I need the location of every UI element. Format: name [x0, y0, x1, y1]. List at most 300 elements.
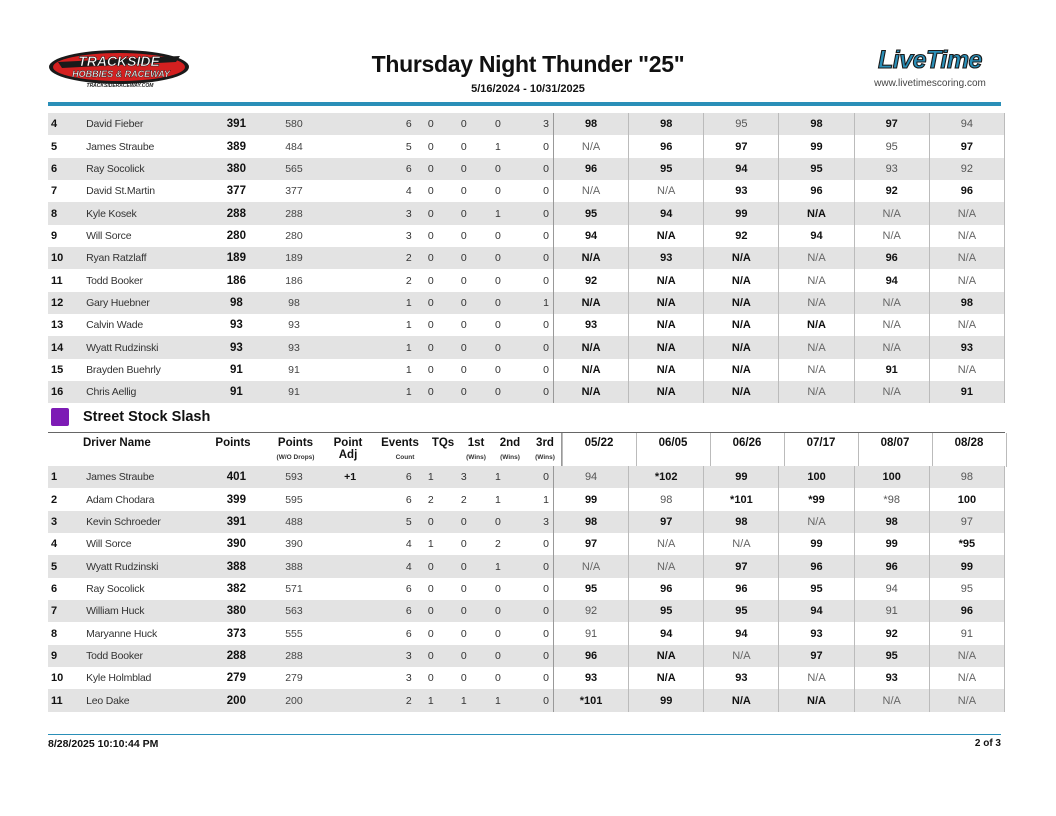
round-score-cell: 96: [629, 135, 704, 157]
table-row: [48, 359, 1005, 381]
round-score-cell: *102: [629, 466, 704, 488]
round-score-cell: N/A: [929, 269, 1004, 291]
col-first-sub: (Wins): [466, 454, 486, 461]
second-wins-cell: 1: [481, 466, 515, 488]
position-cell: 9: [51, 229, 58, 242]
position-cell: 1: [48, 466, 86, 488]
table-row: [48, 533, 1005, 555]
round-score-cell: 96: [929, 180, 1004, 202]
tqs-cell: 0: [427, 582, 434, 595]
second-wins-cell: 1: [481, 689, 515, 711]
trackside-logo-line1: TRACKSIDE: [78, 53, 160, 69]
position-cell: 9: [48, 645, 86, 667]
points-cell: 93: [229, 319, 243, 332]
events-cell: 1: [405, 319, 412, 332]
tqs-cell: 2: [427, 493, 434, 506]
point-adj-cell: [327, 225, 374, 247]
header-divider: [48, 102, 1001, 106]
points-cell: 373: [226, 627, 246, 640]
second-wins-cell: 0: [481, 292, 515, 314]
third-wins-cell: 3: [515, 113, 554, 135]
point-adj-cell: [327, 488, 374, 510]
points-cell: 93: [211, 336, 261, 358]
round-score-cell: 93: [929, 336, 1004, 358]
points-cell: 200: [211, 689, 261, 711]
round-score-cell: 91: [929, 622, 1004, 644]
round-score-cell: N/A: [704, 247, 779, 269]
second-wins-cell: 1: [494, 493, 501, 506]
events-cell: 6: [374, 158, 415, 180]
round-score-cell: 99: [854, 533, 929, 555]
driver-name-cell: Wyatt Rudzinski: [86, 336, 211, 358]
third-wins-cell: 0: [515, 336, 554, 358]
round-header-divider: [562, 433, 563, 467]
round-score-cell: N/A: [854, 689, 929, 711]
first-wins-cell: 1: [447, 689, 481, 711]
standings-body-class1: [48, 113, 1005, 403]
tqs-cell: 0: [427, 185, 434, 198]
points-wo-drops-cell: 288: [261, 202, 326, 224]
first-wins-cell: 0: [447, 158, 481, 180]
position-cell: 3: [48, 511, 86, 533]
points-wo-drops-cell: 388: [261, 555, 326, 577]
round-score-cell: 97: [929, 511, 1004, 533]
first-wins-cell: 0: [460, 274, 467, 287]
round-score-cell: 94: [704, 158, 779, 180]
round-score-cell: 94: [779, 225, 854, 247]
events-cell: 2: [374, 247, 415, 269]
col-second-sub: (Wins): [500, 454, 520, 461]
point-adj-cell: [327, 135, 374, 157]
tqs-cell: 0: [427, 140, 434, 153]
round-score-cell: 98: [553, 113, 628, 135]
driver-name-cell: Kyle Holmblad: [86, 672, 152, 685]
points-cell: 186: [226, 274, 246, 287]
round-score-cell: N/A: [553, 247, 628, 269]
col-points-wo-sub: (W/O Drops): [276, 454, 315, 461]
round-score-cell: N/A: [704, 689, 779, 711]
round-score-cell: 95: [704, 600, 779, 622]
class-title: Street Stock Slash: [83, 409, 211, 425]
round-score-cell: 98: [854, 511, 929, 533]
position-cell: 13: [51, 319, 64, 332]
third-wins-cell: 1: [515, 488, 554, 510]
round-score-cell: 94: [704, 622, 779, 644]
round-score-cell: N/A: [629, 292, 704, 314]
first-wins-cell: 0: [447, 336, 481, 358]
round-score-cell: N/A: [553, 135, 628, 157]
events-cell: 1: [374, 292, 415, 314]
round-score-cell: 99: [929, 555, 1004, 577]
point-adj-cell: [327, 359, 374, 381]
third-wins-cell: 0: [515, 645, 554, 667]
points-wo-drops-cell: 189: [261, 247, 326, 269]
points-cell: 380: [211, 158, 261, 180]
tqs-cell: 0: [427, 229, 434, 242]
round-score-cell: 94: [629, 202, 704, 224]
first-wins-cell: 0: [460, 582, 467, 595]
points-wo-drops-cell: 555: [285, 627, 303, 640]
third-wins-cell: 0: [515, 359, 554, 381]
events-cell: 6: [374, 466, 415, 488]
round-score-cell: 98: [929, 292, 1004, 314]
round-score-cell: 99: [704, 202, 779, 224]
round-score-cell: 96: [854, 247, 929, 269]
tqs-cell: 0: [415, 555, 447, 577]
driver-name-cell: Will Sorce: [86, 229, 132, 242]
round-score-cell: N/A: [929, 359, 1004, 381]
round-score-cell: N/A: [629, 645, 704, 667]
third-wins-cell: 3: [515, 511, 554, 533]
round-score-cell: 92: [553, 269, 628, 291]
second-wins-cell: 0: [494, 274, 501, 287]
round-score-cell: 100: [854, 466, 929, 488]
round-score-cell: 97: [553, 533, 628, 555]
point-adj-cell: [327, 180, 374, 202]
standings-table-class1: [48, 113, 1005, 403]
point-adj-cell: [327, 381, 374, 403]
tqs-cell: 0: [427, 627, 434, 640]
point-adj-cell: [327, 689, 374, 711]
events-cell: 6: [374, 113, 415, 135]
round-score-cell: 92: [854, 180, 929, 202]
round-score-cell: N/A: [929, 225, 1004, 247]
first-wins-cell: 0: [447, 600, 481, 622]
tqs-cell: 0: [415, 202, 447, 224]
round-score-cell: 99: [704, 466, 779, 488]
points-cell: 389: [226, 140, 246, 153]
second-wins-cell: 0: [494, 582, 501, 595]
position-cell: 16: [48, 381, 86, 403]
round-score-cell: 98: [704, 511, 779, 533]
table-row: [48, 180, 1005, 202]
table-row: [48, 336, 1005, 358]
round-score-cell: 98: [553, 511, 628, 533]
round-score-cell: N/A: [779, 667, 854, 689]
position-cell: 5: [51, 140, 58, 153]
events-cell: 3: [405, 672, 412, 685]
round-score-cell: 97: [629, 511, 704, 533]
position-cell: 10: [48, 247, 86, 269]
driver-name-cell: Adam Chodara: [86, 493, 155, 506]
col-third-sub: (Wins): [535, 454, 555, 461]
col-round-date: 05/22: [584, 437, 614, 449]
driver-name-cell: Kevin Schroeder: [86, 511, 211, 533]
driver-name-cell: Will Sorce: [86, 538, 132, 551]
events-cell: 6: [405, 627, 412, 640]
second-wins-cell: 0: [494, 185, 501, 198]
round-score-cell: 97: [704, 555, 779, 577]
points-cell: 288: [211, 202, 261, 224]
round-score-cell: N/A: [779, 269, 854, 291]
tqs-cell: 0: [427, 274, 434, 287]
first-wins-cell: 0: [460, 140, 467, 153]
points-wo-drops-cell: 484: [285, 140, 303, 153]
round-score-cell: N/A: [553, 359, 628, 381]
third-wins-cell: 0: [515, 247, 554, 269]
third-wins-cell: 0: [515, 622, 554, 644]
third-wins-cell: 0: [515, 180, 554, 202]
col-round-date: 06/26: [732, 437, 762, 449]
points-wo-drops-cell: 580: [261, 113, 326, 135]
point-adj-cell: [327, 113, 374, 135]
table-row: [48, 488, 1005, 510]
points-cell: 279: [226, 672, 246, 685]
round-score-cell: N/A: [704, 269, 779, 291]
round-score-cell: N/A: [629, 314, 704, 336]
third-wins-cell: 0: [515, 314, 554, 336]
round-score-cell: N/A: [929, 202, 1004, 224]
position-cell: 10: [51, 672, 64, 685]
col-round-date: 06/05: [658, 437, 688, 449]
col-third: 3rd: [536, 437, 554, 449]
round-score-cell: *98: [854, 488, 929, 510]
point-adj-cell: [327, 292, 374, 314]
table-row: [48, 225, 1005, 247]
driver-name-cell: James Straube: [86, 466, 211, 488]
position-cell: 14: [48, 336, 86, 358]
round-score-cell: 96: [704, 578, 779, 600]
points-wo-drops-cell: 186: [285, 274, 303, 287]
round-score-cell: N/A: [553, 336, 628, 358]
round-score-cell: 95: [629, 158, 704, 180]
table-row: [48, 381, 1005, 403]
driver-name-cell: Ray Socolick: [86, 158, 211, 180]
trackside-logo-line3: TRACKSIDERACEWAY.COM: [86, 83, 154, 89]
point-adj-cell: [327, 645, 374, 667]
events-cell: 3: [374, 645, 415, 667]
round-score-cell: *101: [704, 488, 779, 510]
site-url: www.livetimescoring.com: [874, 78, 986, 89]
third-wins-cell: 0: [515, 667, 554, 689]
round-score-cell: N/A: [629, 269, 704, 291]
round-score-cell: 95: [553, 202, 628, 224]
driver-name-cell: James Straube: [86, 140, 155, 153]
points-wo-drops-cell: 571: [285, 582, 303, 595]
third-wins-cell: 0: [515, 269, 554, 291]
first-wins-cell: 2: [460, 493, 467, 506]
driver-name-cell: David Fieber: [86, 113, 211, 135]
events-cell: 3: [374, 202, 415, 224]
events-cell: 1: [405, 363, 412, 376]
points-wo-drops-cell: 91: [261, 381, 326, 403]
first-wins-cell: 0: [460, 627, 467, 640]
third-wins-cell: 0: [515, 600, 554, 622]
round-score-cell: *101: [553, 689, 628, 711]
round-score-cell: 95: [629, 600, 704, 622]
standings-table-class2: [48, 466, 1005, 712]
round-score-cell: 96: [779, 180, 854, 202]
points-wo-drops-cell: 280: [285, 229, 303, 242]
point-adj-cell: [327, 247, 374, 269]
events-cell: 4: [405, 185, 412, 198]
table-row: [48, 202, 1005, 224]
col-round-date: 08/28: [954, 437, 984, 449]
round-score-cell: N/A: [854, 202, 929, 224]
points-cell: 377: [226, 185, 246, 198]
second-wins-cell: 0: [481, 113, 515, 135]
round-score-cell: 98: [629, 488, 704, 510]
tqs-cell: 0: [427, 672, 434, 685]
position-cell: 2: [51, 493, 58, 506]
driver-name-cell: Todd Booker: [86, 645, 211, 667]
round-score-cell: 95: [704, 113, 779, 135]
round-score-cell: N/A: [629, 180, 704, 202]
tqs-cell: 1: [415, 689, 447, 711]
round-score-cell: 100: [929, 488, 1004, 510]
second-wins-cell: 0: [481, 158, 515, 180]
second-wins-cell: 1: [481, 202, 515, 224]
points-wo-drops-cell: 593: [261, 466, 326, 488]
col-second: 2nd: [499, 437, 521, 449]
points-wo-drops-cell: 563: [261, 600, 326, 622]
first-wins-cell: 0: [460, 185, 467, 198]
tqs-cell: 0: [415, 645, 447, 667]
round-score-cell: N/A: [779, 202, 854, 224]
table-row: [48, 466, 1005, 488]
round-header-divider: [636, 433, 637, 467]
points-cell: 391: [211, 113, 261, 135]
third-wins-cell: 0: [515, 381, 554, 403]
table-row: [48, 622, 1005, 644]
round-score-cell: 96: [629, 578, 704, 600]
table-row: [48, 689, 1005, 711]
first-wins-cell: 0: [447, 555, 481, 577]
driver-name-cell: Ray Socolick: [86, 582, 145, 595]
round-score-cell: N/A: [704, 292, 779, 314]
round-score-cell: N/A: [854, 381, 929, 403]
second-wins-cell: 0: [494, 229, 501, 242]
events-cell: 4: [405, 538, 412, 551]
first-wins-cell: 0: [460, 672, 467, 685]
points-wo-drops-cell: 390: [285, 538, 303, 551]
round-score-cell: N/A: [629, 225, 704, 247]
position-cell: 7: [48, 600, 86, 622]
table-row: [48, 578, 1005, 600]
point-adj-cell: [327, 269, 374, 291]
first-wins-cell: 0: [460, 229, 467, 242]
column-header-row: [48, 432, 1005, 467]
events-cell: 3: [405, 229, 412, 242]
point-adj-cell: [327, 555, 374, 577]
table-row: [48, 555, 1005, 577]
point-adj-cell: [327, 202, 374, 224]
round-score-cell: 97: [929, 135, 1004, 157]
events-cell: 1: [374, 381, 415, 403]
round-score-cell: 92: [929, 158, 1004, 180]
col-events-sub: Count: [395, 454, 415, 461]
tqs-cell: 0: [415, 113, 447, 135]
round-score-cell: N/A: [553, 555, 628, 577]
driver-name-cell: Wyatt Rudzinski: [86, 555, 211, 577]
round-score-cell: N/A: [779, 689, 854, 711]
round-score-cell: 93: [854, 667, 929, 689]
first-wins-cell: 0: [447, 511, 481, 533]
table-row: [48, 269, 1005, 291]
events-cell: 5: [374, 511, 415, 533]
point-adj-cell: [327, 158, 374, 180]
round-score-cell: N/A: [854, 314, 929, 336]
round-score-cell: 94: [779, 600, 854, 622]
first-wins-cell: 0: [447, 113, 481, 135]
col-first: 1st: [467, 437, 485, 449]
round-score-cell: N/A: [779, 247, 854, 269]
second-wins-cell: 0: [494, 363, 501, 376]
first-wins-cell: 0: [447, 202, 481, 224]
table-row: [48, 600, 1005, 622]
position-cell: 8: [51, 627, 58, 640]
round-score-cell: 97: [779, 645, 854, 667]
round-score-cell: N/A: [779, 511, 854, 533]
points-wo-drops-cell: 200: [261, 689, 326, 711]
point-adj-cell: [327, 622, 374, 644]
third-wins-cell: 0: [515, 466, 554, 488]
first-wins-cell: 0: [447, 247, 481, 269]
point-adj-cell: [327, 600, 374, 622]
livetime-logo: [858, 46, 1002, 74]
tqs-cell: 0: [415, 381, 447, 403]
round-score-cell: 93: [704, 667, 779, 689]
round-score-cell: *95: [929, 533, 1004, 555]
round-score-cell: N/A: [779, 336, 854, 358]
second-wins-cell: 0: [494, 627, 501, 640]
round-score-cell: 92: [553, 600, 628, 622]
driver-name-cell: Brayden Buehrly: [86, 363, 161, 376]
page-number: 2 of 3: [974, 738, 1001, 749]
point-adj-cell: +1: [327, 466, 374, 488]
round-score-cell: 98: [929, 466, 1004, 488]
tqs-cell: 1: [415, 466, 447, 488]
round-score-cell: *99: [779, 488, 854, 510]
points-wo-drops-cell: 595: [285, 493, 303, 506]
class-color-swatch: [51, 408, 69, 426]
round-score-cell: 97: [854, 113, 929, 135]
round-score-cell: N/A: [929, 645, 1004, 667]
round-score-cell: N/A: [929, 689, 1004, 711]
position-cell: 6: [51, 582, 58, 595]
round-score-cell: N/A: [779, 381, 854, 403]
round-score-cell: 96: [929, 600, 1004, 622]
third-wins-cell: 0: [515, 555, 554, 577]
points-wo-drops-cell: 91: [288, 363, 300, 376]
points-cell: 399: [226, 493, 246, 506]
round-score-cell: N/A: [629, 533, 704, 555]
col-events: Events: [381, 437, 419, 449]
third-wins-cell: 0: [515, 135, 554, 157]
points-cell: 401: [211, 466, 261, 488]
points-cell: 382: [226, 582, 246, 595]
col-points: Points: [215, 437, 251, 449]
round-score-cell: 93: [553, 667, 628, 689]
round-score-cell: 98: [629, 113, 704, 135]
footer-divider: [48, 734, 1001, 735]
round-header-divider: [932, 433, 933, 467]
first-wins-cell: 0: [447, 292, 481, 314]
round-score-cell: N/A: [854, 225, 929, 247]
points-cell: 380: [211, 600, 261, 622]
round-score-cell: N/A: [779, 292, 854, 314]
position-cell: 6: [48, 158, 86, 180]
points-cell: 91: [211, 381, 261, 403]
round-score-cell: 93: [779, 622, 854, 644]
points-cell: 390: [226, 538, 246, 551]
first-wins-cell: 0: [460, 538, 467, 551]
round-score-cell: 93: [704, 180, 779, 202]
events-cell: 6: [374, 600, 415, 622]
tqs-cell: 0: [415, 600, 447, 622]
position-cell: 4: [51, 538, 58, 551]
events-cell: 4: [374, 555, 415, 577]
